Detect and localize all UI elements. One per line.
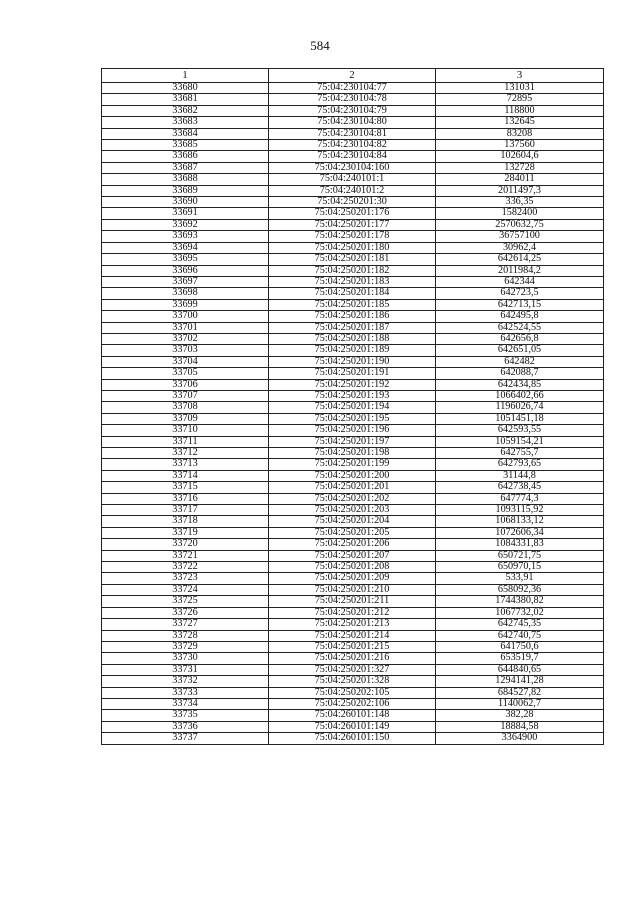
value-cell: 131031 — [436, 83, 604, 94]
row-number-cell: 33696 — [102, 265, 269, 276]
cadastral-number-cell: 75:04:250201:178 — [269, 231, 436, 242]
row-number-cell: 33697 — [102, 276, 269, 287]
row-number-cell: 33685 — [102, 140, 269, 151]
cadastral-number-cell: 75:04:250201:190 — [269, 356, 436, 367]
value-cell: 642740,75 — [436, 630, 604, 641]
table-row — [102, 231, 604, 242]
cadastral-number-cell: 75:04:250201:204 — [269, 516, 436, 527]
value-cell: 1068133,12 — [436, 516, 604, 527]
table-row — [102, 128, 604, 139]
row-number-cell: 33721 — [102, 550, 269, 561]
table-row — [102, 698, 604, 709]
cadastral-number-cell: 75:04:250201:198 — [269, 448, 436, 459]
table-row — [102, 356, 604, 367]
table-row — [102, 105, 604, 116]
cadastral-number-cell: 75:04:250201:182 — [269, 265, 436, 276]
cadastral-number-cell: 75:04:250201:176 — [269, 208, 436, 219]
value-cell: 1072606,34 — [436, 527, 604, 538]
cadastral-number-cell: 75:04:250201:194 — [269, 402, 436, 413]
value-cell: 1196026,74 — [436, 402, 604, 413]
cadastral-number-cell: 75:04:250201:30 — [269, 197, 436, 208]
value-cell: 642434,85 — [436, 379, 604, 390]
row-number-cell: 33718 — [102, 516, 269, 527]
table-row — [102, 288, 604, 299]
cadastral-number-cell: 75:04:250201:206 — [269, 539, 436, 550]
value-cell: 2011497,3 — [436, 185, 604, 196]
table-row — [102, 140, 604, 151]
table-row — [102, 539, 604, 550]
value-cell: 18884,58 — [436, 721, 604, 732]
value-cell: 642713,15 — [436, 299, 604, 310]
cadastral-number-cell: 75:04:250201:327 — [269, 664, 436, 675]
table-row — [102, 151, 604, 162]
row-number-cell: 33724 — [102, 584, 269, 595]
row-number-cell: 33700 — [102, 311, 269, 322]
value-cell: 336,35 — [436, 197, 604, 208]
value-cell: 642723,5 — [436, 288, 604, 299]
value-cell: 642755,7 — [436, 448, 604, 459]
value-cell: 284011 — [436, 174, 604, 185]
value-cell: 1582400 — [436, 208, 604, 219]
value-cell: 650721,75 — [436, 550, 604, 561]
cadastral-number-cell: 75:04:230104:80 — [269, 117, 436, 128]
table-row — [102, 345, 604, 356]
row-number-cell: 33707 — [102, 390, 269, 401]
cadastral-number-cell: 75:04:250201:189 — [269, 345, 436, 356]
row-number-cell: 33702 — [102, 333, 269, 344]
cadastral-number-cell: 75:04:260101:148 — [269, 710, 436, 721]
cadastral-number-cell: 75:04:250201:188 — [269, 333, 436, 344]
table-row — [102, 174, 604, 185]
value-cell: 132728 — [436, 162, 604, 173]
table-row — [102, 299, 604, 310]
row-number-cell: 33698 — [102, 288, 269, 299]
cadastral-number-cell: 75:04:250201:200 — [269, 470, 436, 481]
value-cell: 1051451,18 — [436, 413, 604, 424]
row-number-cell: 33720 — [102, 539, 269, 550]
row-number-cell: 33735 — [102, 710, 269, 721]
row-number-cell: 33726 — [102, 607, 269, 618]
value-cell: 1059154,21 — [436, 436, 604, 447]
value-cell: 642482 — [436, 356, 604, 367]
value-cell: 102604,6 — [436, 151, 604, 162]
cadastral-number-cell: 75:04:250201:191 — [269, 368, 436, 379]
value-cell: 653519,7 — [436, 653, 604, 664]
value-cell: 642344 — [436, 276, 604, 287]
cadastral-number-cell: 75:04:250201:211 — [269, 596, 436, 607]
row-number-cell: 33728 — [102, 630, 269, 641]
table-row — [102, 254, 604, 265]
cadastral-number-cell: 75:04:230104:84 — [269, 151, 436, 162]
table-row — [102, 379, 604, 390]
table-row — [102, 402, 604, 413]
value-cell: 658092,36 — [436, 584, 604, 595]
cadastral-number-cell: 75:04:250201:203 — [269, 505, 436, 516]
row-number-cell: 33736 — [102, 721, 269, 732]
cadastral-number-cell: 75:04:250201:209 — [269, 573, 436, 584]
row-number-cell: 33731 — [102, 664, 269, 675]
value-cell: 1140062,7 — [436, 698, 604, 709]
row-number-cell: 33729 — [102, 641, 269, 652]
table-row — [102, 368, 604, 379]
value-cell: 31144,8 — [436, 470, 604, 481]
table-row — [102, 390, 604, 401]
table-row — [102, 413, 604, 424]
cadastral-number-cell: 75:04:250201:180 — [269, 242, 436, 253]
value-cell: 118800 — [436, 105, 604, 116]
table-row — [102, 197, 604, 208]
cadastral-number-cell: 75:04:250201:187 — [269, 322, 436, 333]
cadastral-number-cell: 75:04:250201:201 — [269, 482, 436, 493]
row-number-cell: 33693 — [102, 231, 269, 242]
cadastral-number-cell: 75:04:250201:205 — [269, 527, 436, 538]
value-cell: 533,91 — [436, 573, 604, 584]
cadastral-number-cell: 75:04:250201:193 — [269, 390, 436, 401]
cadastral-number-cell: 75:04:230104:160 — [269, 162, 436, 173]
cadastral-number-cell: 75:04:250201:186 — [269, 311, 436, 322]
cadastral-number-cell: 75:04:250201:328 — [269, 676, 436, 687]
cadastral-number-cell: 75:04:250201:181 — [269, 254, 436, 265]
table-row — [102, 208, 604, 219]
value-cell: 2570632,75 — [436, 219, 604, 230]
table-row — [102, 219, 604, 230]
row-number-cell: 33727 — [102, 619, 269, 630]
row-number-cell: 33723 — [102, 573, 269, 584]
table-header — [102, 69, 604, 83]
value-cell: 644840,65 — [436, 664, 604, 675]
table-row — [102, 710, 604, 721]
row-number-cell: 33699 — [102, 299, 269, 310]
value-cell: 1294141,28 — [436, 676, 604, 687]
value-cell: 83208 — [436, 128, 604, 139]
cadastral-number-cell: 75:04:230104:81 — [269, 128, 436, 139]
value-cell: 684527,82 — [436, 687, 604, 698]
cadastral-number-cell: 75:04:250201:216 — [269, 653, 436, 664]
column-header-3: 3 — [436, 69, 604, 83]
cadastral-number-cell: 75:04:250201:184 — [269, 288, 436, 299]
value-cell: 137560 — [436, 140, 604, 151]
value-cell: 132645 — [436, 117, 604, 128]
column-header-1: 1 — [102, 69, 269, 83]
cadastral-number-cell: 75:04:250201:192 — [269, 379, 436, 390]
cadastral-number-cell: 75:04:250201:177 — [269, 219, 436, 230]
row-number-cell: 33722 — [102, 562, 269, 573]
table-row — [102, 493, 604, 504]
value-cell: 642495,8 — [436, 311, 604, 322]
table-row — [102, 562, 604, 573]
table-row — [102, 516, 604, 527]
row-number-cell: 33686 — [102, 151, 269, 162]
table-row — [102, 276, 604, 287]
table-row — [102, 311, 604, 322]
table-body — [102, 83, 604, 745]
row-number-cell: 33684 — [102, 128, 269, 139]
value-cell: 3364900 — [436, 733, 604, 744]
cadastral-number-cell: 75:04:250202:106 — [269, 698, 436, 709]
row-number-cell: 33692 — [102, 219, 269, 230]
value-cell: 641750,6 — [436, 641, 604, 652]
value-cell: 642745,35 — [436, 619, 604, 630]
row-number-cell: 33680 — [102, 83, 269, 94]
value-cell: 72895 — [436, 94, 604, 105]
row-number-cell: 33717 — [102, 505, 269, 516]
table-row — [102, 607, 604, 618]
cadastral-number-cell: 75:04:250201:202 — [269, 493, 436, 504]
table-row — [102, 630, 604, 641]
row-number-cell: 33688 — [102, 174, 269, 185]
cadastral-number-cell: 75:04:260101:149 — [269, 721, 436, 732]
cadastral-number-cell: 75:04:240101:1 — [269, 174, 436, 185]
table-row — [102, 596, 604, 607]
table-row — [102, 687, 604, 698]
row-number-cell: 33681 — [102, 94, 269, 105]
row-number-cell: 33714 — [102, 470, 269, 481]
row-number-cell: 33694 — [102, 242, 269, 253]
table-row — [102, 653, 604, 664]
value-cell: 642651,05 — [436, 345, 604, 356]
table-row — [102, 185, 604, 196]
cadastral-number-cell: 75:04:230104:78 — [269, 94, 436, 105]
value-cell: 642524,55 — [436, 322, 604, 333]
cadastral-number-cell: 75:04:250201:213 — [269, 619, 436, 630]
row-number-cell: 33708 — [102, 402, 269, 413]
table-row — [102, 641, 604, 652]
table-row — [102, 505, 604, 516]
cadastral-number-cell: 75:04:250201:208 — [269, 562, 436, 573]
table-row — [102, 448, 604, 459]
row-number-cell: 33712 — [102, 448, 269, 459]
cadastral-number-cell: 75:04:250201:214 — [269, 630, 436, 641]
table-row — [102, 265, 604, 276]
table-row — [102, 162, 604, 173]
cadastral-number-cell: 75:04:250202:105 — [269, 687, 436, 698]
row-number-cell: 33705 — [102, 368, 269, 379]
table-row — [102, 425, 604, 436]
table-row — [102, 664, 604, 675]
row-number-cell: 33703 — [102, 345, 269, 356]
table-row — [102, 117, 604, 128]
row-number-cell: 33706 — [102, 379, 269, 390]
row-number-cell: 33689 — [102, 185, 269, 196]
table-row — [102, 573, 604, 584]
row-number-cell: 33691 — [102, 208, 269, 219]
value-cell: 642656,8 — [436, 333, 604, 344]
value-cell: 1067732,02 — [436, 607, 604, 618]
value-cell: 1744380,82 — [436, 596, 604, 607]
row-number-cell: 33711 — [102, 436, 269, 447]
value-cell: 1084331,83 — [436, 539, 604, 550]
table-row — [102, 436, 604, 447]
value-cell: 642738,45 — [436, 482, 604, 493]
table-row — [102, 482, 604, 493]
value-cell: 30962,4 — [436, 242, 604, 253]
value-cell: 642793,65 — [436, 459, 604, 470]
row-number-cell: 33730 — [102, 653, 269, 664]
row-number-cell: 33704 — [102, 356, 269, 367]
cadastral-number-cell: 75:04:250201:212 — [269, 607, 436, 618]
row-number-cell: 33695 — [102, 254, 269, 265]
table-row — [102, 94, 604, 105]
row-number-cell: 33732 — [102, 676, 269, 687]
value-cell: 1066402,66 — [436, 390, 604, 401]
cadastral-number-cell: 75:04:250201:215 — [269, 641, 436, 652]
row-number-cell: 33709 — [102, 413, 269, 424]
row-number-cell: 33687 — [102, 162, 269, 173]
table-row — [102, 721, 604, 732]
cadastral-number-cell: 75:04:250201:210 — [269, 584, 436, 595]
row-number-cell: 33713 — [102, 459, 269, 470]
value-cell: 2011984,2 — [436, 265, 604, 276]
table-row — [102, 676, 604, 687]
value-cell: 647774,3 — [436, 493, 604, 504]
value-cell: 36757100 — [436, 231, 604, 242]
table-row — [102, 550, 604, 561]
value-cell: 382,28 — [436, 710, 604, 721]
cadastral-number-cell: 75:04:230104:77 — [269, 83, 436, 94]
table-row — [102, 333, 604, 344]
cadastral-number-cell: 75:04:250201:183 — [269, 276, 436, 287]
table-row — [102, 527, 604, 538]
table-row — [102, 459, 604, 470]
cadastral-number-cell: 75:04:250201:197 — [269, 436, 436, 447]
cadastral-number-cell: 75:04:250201:207 — [269, 550, 436, 561]
table-row — [102, 733, 604, 744]
cadastral-number-cell: 75:04:240101:2 — [269, 185, 436, 196]
row-number-cell: 33701 — [102, 322, 269, 333]
cadastral-number-cell: 75:04:250201:185 — [269, 299, 436, 310]
cadastral-number-cell: 75:04:230104:82 — [269, 140, 436, 151]
cadastral-number-cell: 75:04:230104:79 — [269, 105, 436, 116]
cadastral-number-cell: 75:04:250201:199 — [269, 459, 436, 470]
table-row — [102, 470, 604, 481]
cadastral-number-cell: 75:04:250201:195 — [269, 413, 436, 424]
value-cell: 642614,25 — [436, 254, 604, 265]
header-row — [102, 69, 604, 83]
row-number-cell: 33715 — [102, 482, 269, 493]
page-number: 584 — [310, 38, 330, 53]
value-cell: 1093115,92 — [436, 505, 604, 516]
value-cell: 642593,55 — [436, 425, 604, 436]
row-number-cell: 33710 — [102, 425, 269, 436]
cadastral-number-cell: 75:04:250201:196 — [269, 425, 436, 436]
data-table — [101, 68, 604, 745]
table-row — [102, 242, 604, 253]
value-cell: 650970,15 — [436, 562, 604, 573]
table-row — [102, 83, 604, 94]
row-number-cell: 33683 — [102, 117, 269, 128]
row-number-cell: 33719 — [102, 527, 269, 538]
table-row — [102, 322, 604, 333]
table-row — [102, 619, 604, 630]
value-cell: 642088,7 — [436, 368, 604, 379]
column-header-2: 2 — [269, 69, 436, 83]
row-number-cell: 33725 — [102, 596, 269, 607]
row-number-cell: 33737 — [102, 733, 269, 744]
row-number-cell: 33716 — [102, 493, 269, 504]
cadastral-number-cell: 75:04:260101:150 — [269, 733, 436, 744]
table-row — [102, 584, 604, 595]
row-number-cell: 33690 — [102, 197, 269, 208]
row-number-cell: 33733 — [102, 687, 269, 698]
row-number-cell: 33682 — [102, 105, 269, 116]
row-number-cell: 33734 — [102, 698, 269, 709]
